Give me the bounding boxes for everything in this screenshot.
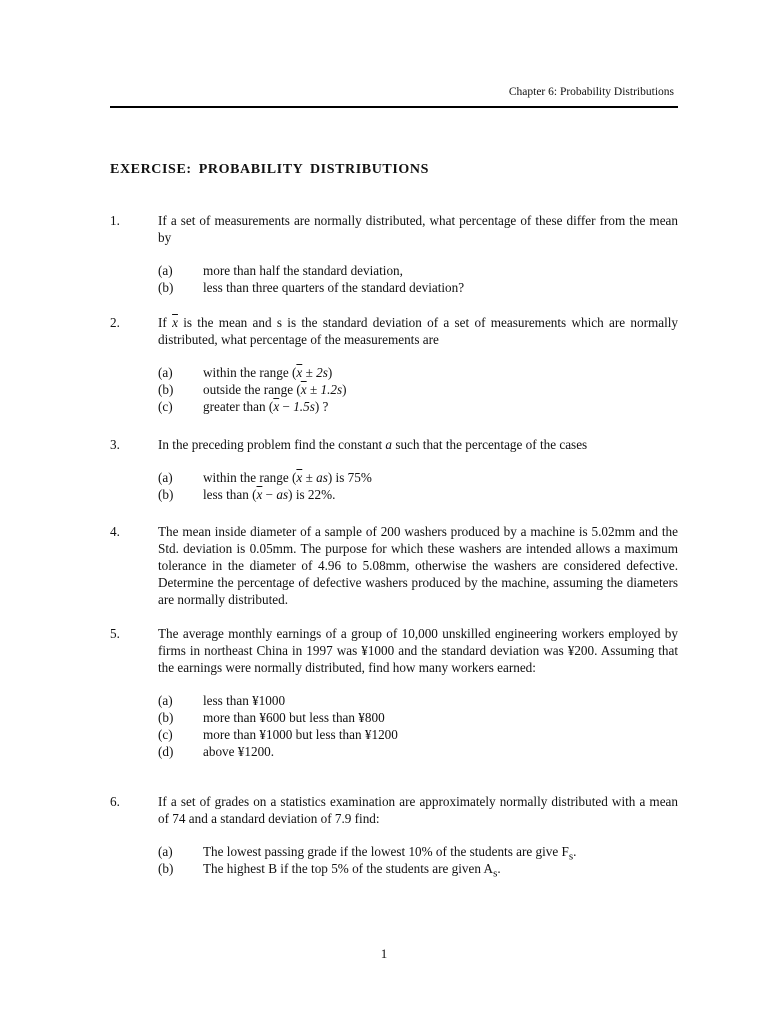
option-b — [110, 486, 678, 503]
option-label: (d) — [158, 744, 174, 759]
question-text: The average monthly earnings of a group of 10,000 unskilled engineering workers employed by firms in northeast China in 1997 was ¥1000 and the standard deviation was ¥200. Assuming that the earnings were normally distributed, find how many workers earned: — [158, 626, 678, 675]
exercise-title: EXERCISE: PROBABILITY DISTRIBUTIONS — [110, 162, 430, 177]
option-a — [110, 262, 678, 279]
option-text: more than ¥600 but less than ¥800 — [203, 710, 385, 725]
question-2 — [110, 314, 678, 415]
question-5 — [110, 625, 678, 760]
option-text: within the range $(\overline{x} \pm 2s)$ — [203, 365, 333, 380]
option-b — [110, 709, 678, 726]
option-b — [110, 279, 678, 296]
question-text: If a set of grades on a statistics examination are approximately normally distributed with a mean of 74 and a standard deviation of 7.9 find: — [158, 794, 678, 826]
question-4 — [110, 523, 678, 608]
option-text: The lowest passing grade if the lowest 10% of the students are give $F_s$. — [203, 844, 577, 863]
option-label: (a) — [158, 693, 173, 708]
option-text: within the range $(\overline{x} \pm as)$ is 75% — [203, 470, 372, 485]
question-number: 2. — [110, 315, 120, 330]
question-number: 6. — [110, 794, 120, 809]
option-c — [110, 398, 678, 415]
question-3 — [110, 436, 678, 503]
option-label: (c) — [158, 727, 173, 742]
option-a — [110, 692, 678, 709]
question-text: The mean inside diameter of a sample of 200 washers produced by a machine is 5.02mm and the Std. deviation is 0.05mm. The purpose for which these washers are intended allows a maximum tolerance in the diameter of 4.96 to 5.08mm, otherwise the washers are considered defective. Determine the percentage of defective washers produced by the machine, assuming the diameters are normally distributed. — [158, 524, 678, 607]
option-label: (a) — [158, 844, 173, 859]
option-text: The highest B if the top 5% of the students are given $A_s$. — [203, 861, 501, 880]
option-a — [110, 469, 678, 486]
question-number: 5. — [110, 626, 120, 641]
question-text: In the preceding problem find the constant a such that the percentage of the cases — [158, 437, 588, 452]
page-number: 1 — [380, 946, 388, 961]
option-label: (b) — [158, 280, 174, 295]
option-text: less than ¥1000 — [203, 693, 286, 708]
x-bar-symbol: $\overline{x}$ — [172, 315, 178, 330]
option-a — [110, 843, 678, 863]
question-number: 3. — [110, 437, 120, 452]
option-d — [110, 743, 678, 760]
option-label: (b) — [158, 487, 174, 502]
question-text: If $\overline{x}$ is the mean and s is the standard deviation of a set of measurements which are normally distributed, what percentage of the measurements are — [158, 315, 678, 347]
option-label: (b) — [158, 382, 174, 397]
option-label: (b) — [158, 710, 174, 725]
option-c — [110, 726, 678, 743]
option-text: less than $(\overline{x} - as)$ is 22%. — [203, 487, 336, 502]
option-label: (b) — [158, 861, 174, 876]
page-header — [110, 86, 678, 108]
question-number: 4. — [110, 524, 120, 539]
option-text: more than ¥1000 but less than ¥1200 — [203, 727, 398, 742]
chapter-title: Chapter 6: Probability Distributions — [508, 86, 674, 98]
option-label: (a) — [158, 470, 173, 485]
option-label: (a) — [158, 263, 173, 278]
option-label: (a) — [158, 365, 173, 380]
question-number: 1. — [110, 213, 120, 228]
question-6 — [110, 793, 678, 880]
option-label: (c) — [158, 399, 173, 414]
option-text: above ¥1200. — [203, 744, 275, 759]
question-text: If a set of measurements are normally distributed, what percentage of these differ from the mean by — [158, 213, 678, 245]
option-text: more than half the standard deviation, — [203, 263, 403, 278]
option-b — [110, 860, 678, 880]
option-a — [110, 364, 678, 381]
option-b — [110, 381, 678, 398]
option-text: less than three quarters of the standard deviation? — [203, 280, 465, 295]
question-1 — [110, 212, 678, 296]
option-text: outside the range $(\overline{x} \pm 1.2s)$ — [203, 382, 347, 397]
option-text: greater than $(\overline{x} - 1.5s)$ ? — [203, 399, 329, 414]
